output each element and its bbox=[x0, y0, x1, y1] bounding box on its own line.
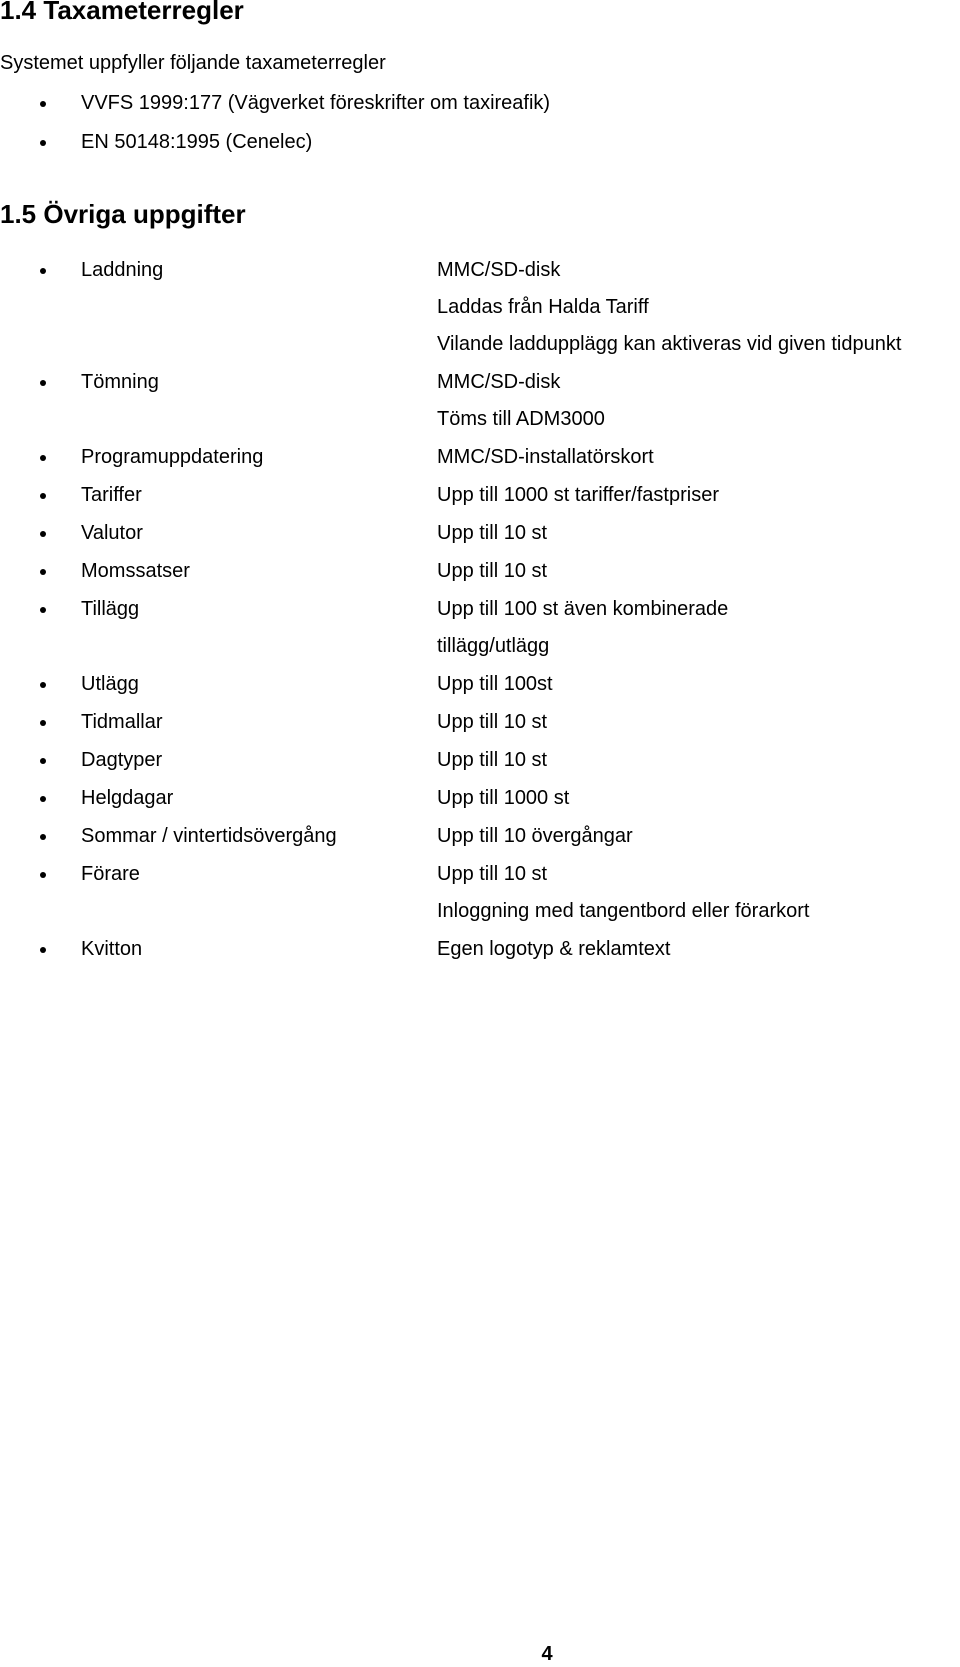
bullet-icon bbox=[40, 531, 46, 537]
bullet-icon bbox=[40, 607, 46, 613]
spec-label: Förare bbox=[81, 863, 140, 885]
spec-values bbox=[437, 559, 547, 596]
spec-value: Inloggning med tangentbord eller förarkort bbox=[437, 900, 810, 922]
spec-value: MMC/SD-disk bbox=[437, 259, 561, 281]
spec-value: Laddas från Halda Tariff bbox=[437, 296, 649, 318]
bullet-icon bbox=[40, 796, 46, 802]
spec-value: Upp till 1000 st bbox=[437, 787, 570, 809]
bullet-icon bbox=[40, 268, 46, 274]
spec-values bbox=[437, 483, 719, 520]
spec-values bbox=[437, 445, 654, 482]
spec-label: Utlägg bbox=[81, 673, 139, 695]
spec-value: Upp till 10 st bbox=[437, 749, 548, 771]
spec-value: Upp till 10 st bbox=[437, 522, 548, 544]
spec-values bbox=[437, 672, 553, 709]
bullet-icon bbox=[40, 947, 46, 953]
spec-value: MMC/SD-installatörskort bbox=[437, 446, 654, 468]
spec-values bbox=[437, 748, 547, 785]
spec-value: Upp till 100 st även kombinerade bbox=[437, 598, 729, 620]
spec-value: Egen logotyp & reklamtext bbox=[437, 938, 671, 960]
spec-values bbox=[437, 786, 569, 823]
spec-label: Kvitton bbox=[81, 938, 143, 960]
spec-label: Momssatser bbox=[81, 560, 190, 582]
rule-text: EN 50148:1995 (Cenelec) bbox=[81, 131, 313, 153]
spec-label: Tidmallar bbox=[81, 711, 163, 733]
bullet-icon bbox=[40, 758, 46, 764]
bullet-icon bbox=[40, 455, 46, 461]
rule-text: VVFS 1999:177 (Vägverket föreskrifter om taxireafik) bbox=[81, 92, 551, 114]
spec-value: Upp till 10 st bbox=[437, 711, 548, 733]
spec-label: Sommar / vintertidsövergång bbox=[81, 825, 337, 847]
spec-value: Töms till ADM3000 bbox=[437, 408, 605, 430]
spec-values bbox=[437, 710, 547, 747]
intro-text: Systemet uppfyller följande taxameterregler bbox=[0, 52, 386, 74]
bullet-icon bbox=[40, 140, 46, 146]
spec-values bbox=[437, 597, 728, 671]
spec-value: Upp till 1000 st tariffer/fastpriser bbox=[437, 484, 719, 506]
spec-values bbox=[437, 862, 809, 936]
spec-value: MMC/SD-disk bbox=[437, 371, 561, 393]
bullet-icon bbox=[40, 380, 46, 386]
spec-label: Tömning bbox=[81, 371, 159, 393]
spec-label: Programuppdatering bbox=[81, 446, 264, 468]
bullet-icon bbox=[40, 834, 46, 840]
spec-value: Upp till 100st bbox=[437, 673, 553, 695]
spec-label: Valutor bbox=[81, 522, 143, 544]
spec-label: Helgdagar bbox=[81, 787, 174, 809]
spec-values bbox=[437, 370, 605, 444]
bullet-icon bbox=[40, 569, 46, 575]
spec-value: Vilande laddupplägg kan aktiveras vid given tidpunkt bbox=[437, 333, 902, 355]
spec-values bbox=[437, 521, 547, 558]
spec-values bbox=[437, 824, 633, 861]
spec-label: Tillägg bbox=[81, 598, 140, 620]
spec-values bbox=[437, 937, 670, 974]
spec-value: Upp till 10 st bbox=[437, 863, 548, 885]
section-heading-ovriga-uppgifter: 1.5 Övriga uppgifter bbox=[0, 199, 246, 229]
page-number: 4 bbox=[541, 1643, 553, 1665]
spec-label: Dagtyper bbox=[81, 749, 163, 771]
bullet-icon bbox=[40, 872, 46, 878]
spec-label: Tariffer bbox=[81, 484, 142, 506]
bullet-icon bbox=[40, 493, 46, 499]
spec-value: Upp till 10 övergångar bbox=[437, 825, 633, 847]
section-heading-taxameterregler: 1.4 Taxameterregler bbox=[0, 0, 244, 25]
bullet-icon bbox=[40, 720, 46, 726]
spec-label: Laddning bbox=[81, 259, 164, 281]
spec-value: tillägg/utlägg bbox=[437, 635, 550, 657]
spec-value: Upp till 10 st bbox=[437, 560, 548, 582]
bullet-icon bbox=[40, 101, 46, 107]
bullet-icon bbox=[40, 682, 46, 688]
spec-values bbox=[437, 258, 901, 369]
